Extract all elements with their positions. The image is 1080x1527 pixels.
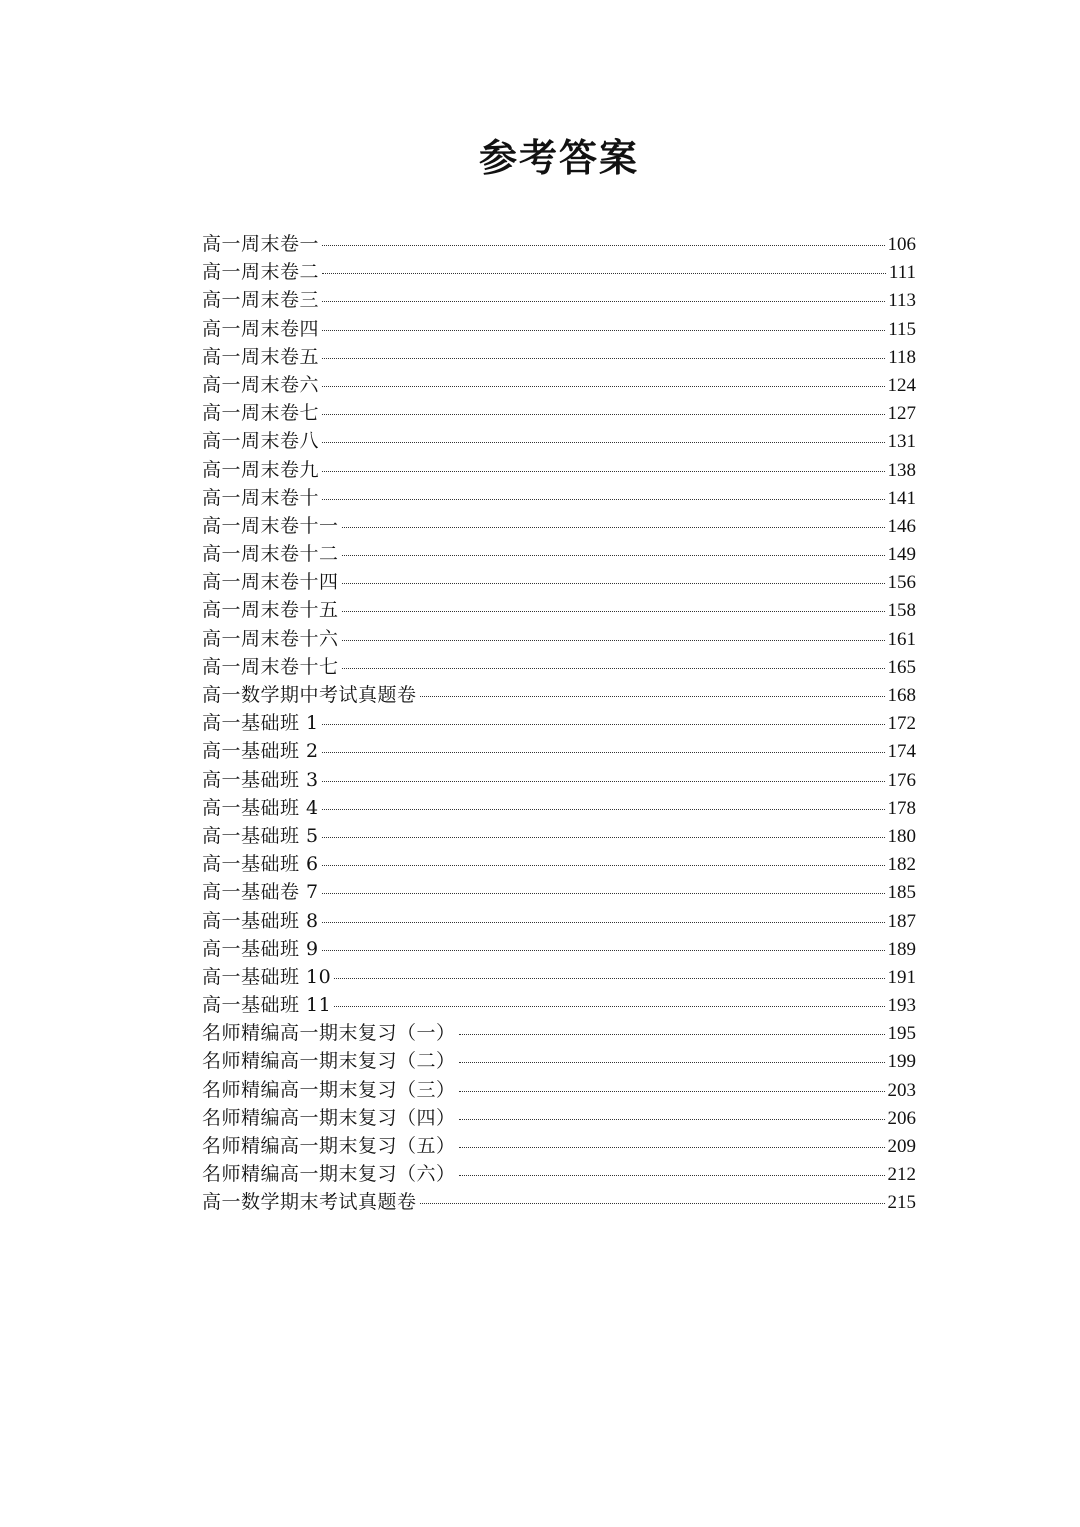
toc-entry-page: 113 [888,290,916,312]
toc-leader-dots [322,330,885,331]
toc-entry[interactable] [202,935,916,963]
toc-leader-dots [420,1203,885,1204]
toc-entry[interactable] [202,1076,916,1104]
toc-leader-dots [322,471,884,472]
toc-entry[interactable] [202,315,916,343]
toc-entry-label: 高一基础班 11 [202,994,332,1017]
toc-entry-page: 115 [888,318,916,340]
toc-entry[interactable] [202,1132,916,1160]
toc-entry-page: 106 [887,234,916,255]
toc-leader-dots [322,301,885,302]
toc-entry-page: 146 [887,515,916,537]
toc-entry-label: 高一数学期中考试真题卷 [202,684,417,706]
toc-entry-label: 高一基础班 8 [202,909,319,932]
toc-leader-dots [322,809,885,810]
toc-entry[interactable] [202,1019,916,1047]
toc-leader-dots [322,273,886,274]
toc-leader-dots [459,1062,885,1063]
toc-entry[interactable] [202,1104,916,1132]
toc-entry-page: 141 [887,487,916,509]
toc-entry[interactable] [202,456,916,484]
toc-entry-page: 118 [888,346,916,368]
toc-entry[interactable] [202,878,916,906]
page-title: 参考答案 [478,136,639,180]
toc-entry[interactable] [202,766,916,794]
toc-leader-dots [334,978,884,979]
toc-leader-dots [322,752,885,753]
toc-entry-page: 191 [887,966,916,988]
toc-leader-dots [322,922,885,923]
toc-entry[interactable] [202,822,916,850]
toc-leader-dots [334,1006,884,1007]
toc-entry-label: 高一周末卷八 [202,430,320,453]
toc-leader-dots [322,865,885,866]
toc-entry-page: 124 [887,374,916,396]
toc-entry-label: 高一周末卷五 [202,345,320,368]
toc-entry-label: 高一周末卷十七 [202,655,339,678]
toc-entry[interactable] [202,907,916,935]
toc-leader-dots [342,611,885,612]
toc-leader-dots [459,1034,885,1035]
toc-leader-dots [459,1091,885,1092]
toc-leader-dots [342,555,885,556]
toc-leader-dots [342,668,885,669]
toc-entry[interactable] [202,681,916,709]
toc-entry-label: 高一基础班 5 [202,824,319,847]
toc-entry[interactable] [202,991,916,1019]
toc-entry-page: 156 [887,572,916,594]
toc-entry-page: 206 [887,1107,916,1129]
toc-entry-label: 高一周末卷十二 [202,543,339,566]
toc-entry-page: 187 [887,910,916,932]
toc-entry-label: 高一周末卷一 [202,233,320,255]
table-of-contents [202,230,916,1217]
toc-leader-dots [459,1175,885,1176]
toc-entry-label: 高一周末卷二 [202,261,320,284]
toc-leader-dots [322,893,885,894]
toc-entry-page: 203 [887,1079,916,1101]
toc-entry[interactable] [202,1160,916,1188]
toc-entry-label: 高一周末卷六 [202,373,320,396]
toc-entry-label: 高一周末卷七 [202,402,320,425]
toc-entry-page: 174 [887,741,916,763]
toc-entry-label: 高一周末卷十六 [202,627,339,650]
toc-entry[interactable] [202,625,916,653]
toc-entry-label: 高一基础班 2 [202,740,319,763]
toc-entry-label: 高一周末卷十四 [202,571,339,594]
toc-entry[interactable] [202,230,916,258]
toc-entry-label: 高一周末卷四 [202,317,320,340]
toc-entry[interactable] [202,963,916,991]
toc-leader-dots [322,781,885,782]
toc-entry-page: 165 [887,656,916,678]
toc-entry-page: 176 [887,769,916,791]
toc-leader-dots [342,640,885,641]
toc-entry-page: 215 [887,1192,916,1214]
toc-entry-label: 高一基础班 9 [202,937,319,960]
toc-entry[interactable] [202,540,916,568]
toc-leader-dots [322,442,884,443]
toc-entry-label: 高一基础班 10 [202,965,332,988]
toc-entry-page: 172 [887,713,916,735]
toc-entry-page: 178 [887,797,916,819]
toc-entry-page: 111 [888,262,916,284]
toc-entry-page: 131 [887,431,916,453]
toc-entry-page: 212 [887,1164,916,1186]
toc-entry-label: 名师精编高一期末复习（二） [202,1050,456,1073]
toc-entry-label: 高一基础卷 7 [202,881,319,904]
toc-entry-page: 199 [887,1051,916,1073]
toc-leader-dots [322,837,885,838]
toc-entry-page: 180 [887,825,916,847]
toc-entry-label: 名师精编高一期末复习（六） [202,1163,456,1186]
toc-entry-page: 182 [887,854,916,876]
toc-entry-label: 高一基础班 1 [202,712,319,735]
toc-entry-label: 高一数学期末考试真题卷 [202,1191,417,1214]
toc-leader-dots [322,358,885,359]
toc-leader-dots [420,696,885,697]
toc-entry[interactable] [202,286,916,314]
toc-entry[interactable] [202,850,916,878]
toc-entry[interactable] [202,653,916,681]
toc-entry-label: 高一周末卷十一 [202,514,339,537]
toc-entry[interactable] [202,794,916,822]
toc-leader-dots [459,1147,885,1148]
toc-entry-page: 127 [887,403,916,425]
toc-leader-dots [322,386,884,387]
toc-entry-label: 高一基础班 3 [202,768,319,791]
toc-entry-label: 高一基础班 4 [202,796,319,819]
toc-entry-page: 195 [887,1023,916,1045]
toc-entry-label: 高一基础班 6 [202,853,319,876]
toc-entry[interactable] [202,1188,916,1216]
toc-entry-page: 185 [887,882,916,904]
toc-entry[interactable] [202,371,916,399]
toc-entry-page: 209 [887,1136,916,1157]
toc-entry-page: 149 [887,544,916,566]
toc-leader-dots [322,724,885,725]
toc-entry-label: 高一周末卷十 [202,486,320,509]
toc-entry-label: 名师精编高一期末复习（五） [202,1135,456,1157]
toc-entry-page: 158 [887,600,916,622]
toc-leader-dots [322,245,884,246]
toc-entry[interactable] [202,709,916,737]
toc-leader-dots [342,527,885,528]
toc-entry[interactable] [202,1047,916,1075]
toc-leader-dots [342,583,885,584]
toc-entry-page: 193 [887,995,916,1017]
toc-leader-dots [459,1119,885,1120]
toc-entry[interactable] [202,568,916,596]
toc-entry-page: 138 [887,459,916,481]
toc-entry[interactable] [202,427,916,455]
toc-entry[interactable] [202,399,916,427]
toc-entry-label: 高一周末卷三 [202,289,320,312]
toc-entry[interactable] [202,737,916,765]
toc-leader-dots [322,499,884,500]
toc-entry-page: 189 [887,938,916,960]
toc-entry[interactable] [202,484,916,512]
toc-entry[interactable] [202,343,916,371]
toc-entry[interactable] [202,596,916,624]
toc-entry-label: 高一周末卷九 [202,458,320,481]
toc-entry-label: 名师精编高一期末复习（四） [202,1106,456,1129]
toc-entry-label: 名师精编高一期末复习（一） [202,1022,456,1045]
toc-entry-label: 高一周末卷十五 [202,599,339,622]
toc-entry[interactable] [202,258,916,286]
toc-entry-page: 161 [887,628,916,650]
toc-entry-page: 168 [887,685,916,706]
toc-entry[interactable] [202,512,916,540]
toc-leader-dots [322,414,884,415]
toc-leader-dots [322,950,885,951]
toc-entry-label: 名师精编高一期末复习（三） [202,1078,456,1101]
